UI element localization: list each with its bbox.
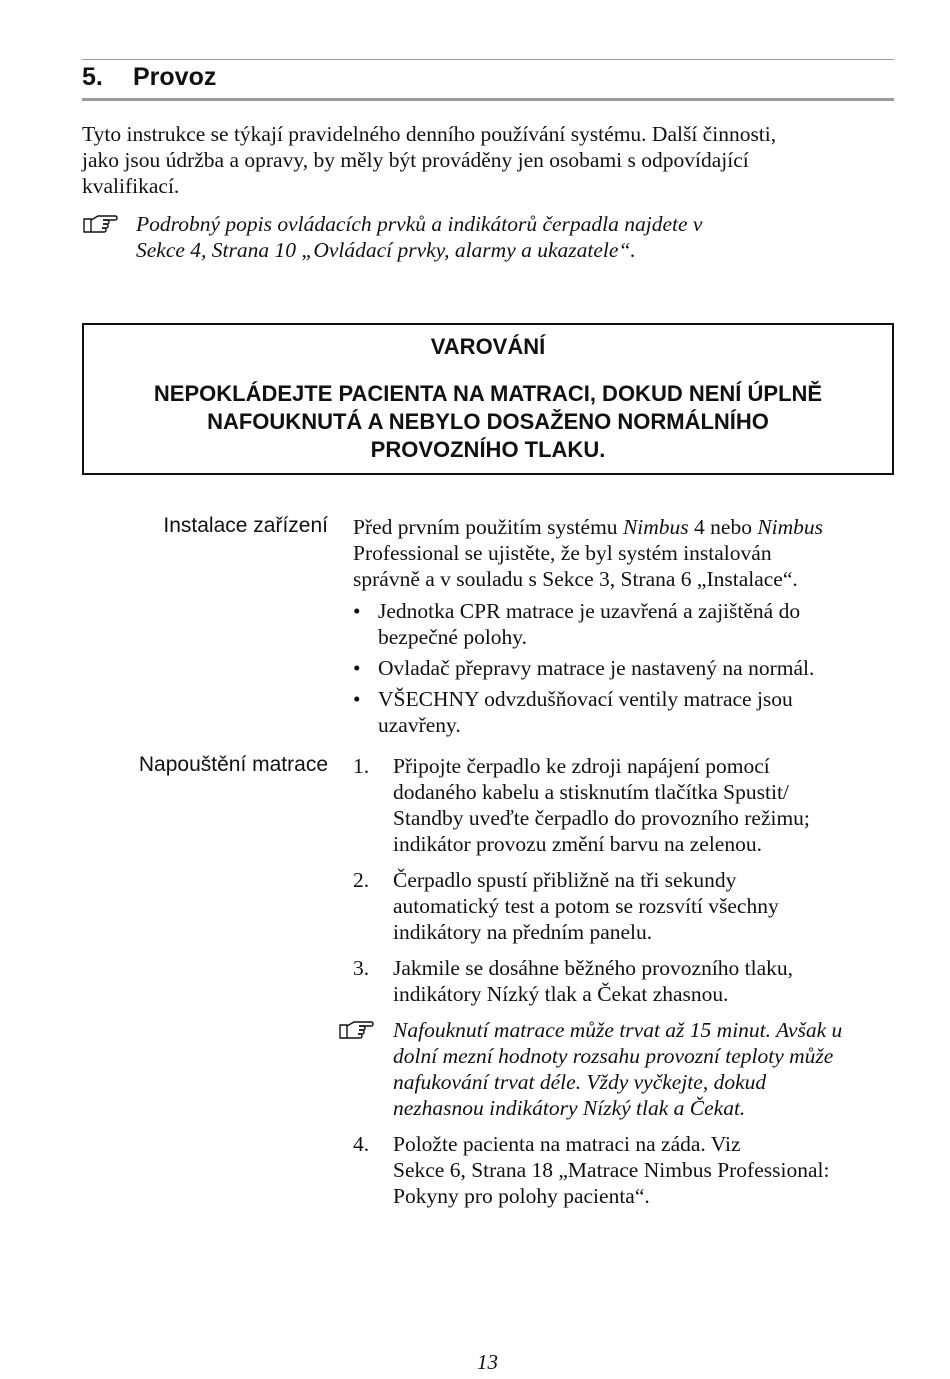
note-line: nafukování trvat déle. Vždy vyčkejte, dokud [393,1070,767,1094]
step-line: Pokyny pro polohy pacienta“. [393,1184,650,1208]
warning-box [82,323,894,475]
note-line: Podrobný popis ovládacích prvků a indikátorů čerpadla najdete v [136,212,703,236]
warning-line: NAFOUKNUTÁ A NEBYLO DOSAŽENO NORMÁLNÍHO [207,409,769,434]
text-run: 4 nebo [688,515,758,539]
step-line: Sekce 6, Strana 18 „Matrace Nimbus Professional: [393,1158,830,1182]
step-number: 1. [353,754,370,778]
step-line: Čerpadlo spustí přibližně na tři sekundy [393,868,737,892]
installation-label: Instalace zařízení [163,514,328,537]
step-line: Položte pacienta na matraci na záda. Viz [393,1132,741,1156]
pointing-hand-icon [82,213,118,235]
intro-line: kvalifikací. [82,174,180,198]
installation-intro-line: Professional se ujistěte, že byl systém instalován [353,541,772,565]
step-line: Standby uveďte čerpadlo do provozního režimu; [393,806,810,830]
bullet-line: VŠECHNY odvzdušňovací ventily matrace jsou [378,687,793,711]
text-run: Před prvním použitím systému [353,515,623,539]
installation-intro [353,514,898,592]
bullet-text [378,655,893,681]
step-line: automatický test a potom se rozsvítí všechny [393,894,779,918]
note-line: nezhasnou indikátory Nízký tlak a Čekat. [393,1096,746,1120]
pointing-hand-icon [338,1019,374,1041]
bullet-text [378,598,893,650]
warning-line: PROVOZNÍHO TLAKU. [370,437,606,462]
section-top-rule [82,59,894,60]
step-line: dodaného kabelu a stisknutím tlačítka Spustit/ [393,780,789,804]
bullet-symbol: • [353,599,361,623]
step-line: indikátory Nízký tlak a Čekat zhasnou. [393,982,729,1006]
intro-line: jako jsou údržba a opravy, by měly být prováděny jen osobami s odpovídající [82,148,749,172]
bullet-line: Ovladač přepravy matrace je nastavený na normál. [378,656,815,680]
step-line: Připojte čerpadlo ke zdroji napájení pomocí [393,754,770,778]
intro-paragraph [82,121,894,199]
warning-title: VAROVÁNÍ [430,334,546,359]
inflation-label: Napouštění matrace [138,753,328,776]
section-heading [82,63,894,97]
section-bottom-rule [82,98,894,101]
step-line: indikátor provozu změní barvu na zelenou. [393,832,762,856]
warning-body [104,380,872,464]
bullet-symbol: • [353,687,361,711]
bullet-line: uzavřeny. [378,713,461,737]
note-line: Sekce 4, Strana 10 „Ovládací prvky, alarmy a ukazatele“. [136,238,636,262]
note-inflation-time [393,1017,898,1121]
step-text [393,753,898,857]
section-title: Provoz [133,63,217,91]
bullet-line: Jednotka CPR matrace je uzavřená a zajištěná do [378,599,801,623]
product-name: Nimbus [622,515,689,539]
note-line: dolní mezní hodnoty rozsahu provozní teploty může [393,1044,834,1068]
intro-line: Tyto instrukce se týkají pravidelného denního používání systému. Další činnosti, [82,122,777,146]
section-number: 5. [82,63,103,91]
step-line: indikátory na předním panelu. [393,920,653,944]
bullet-text [378,686,893,738]
step-number: 2. [353,868,370,892]
step-text [393,1131,898,1209]
step-number: 4. [353,1132,370,1156]
step-text [393,955,898,1007]
step-text [393,867,898,945]
page-number: 13 [477,1350,498,1374]
step-number: 3. [353,956,370,980]
note-controls-reference [136,211,876,263]
bullet-line: bezpečné polohy. [378,625,528,649]
installation-intro-line: správně a v souladu s Sekce 3, Strana 6 „Instalace“. [353,567,798,591]
product-name: Nimbus [757,515,824,539]
step-line: Jakmile se dosáhne běžného provozního tlaku, [393,956,794,980]
warning-line: NEPOKLÁDEJTE PACIENTA NA MATRACI, DOKUD NENÍ ÚPLNĚ [153,381,823,406]
bullet-symbol: • [353,656,361,680]
installation-intro-line [353,514,898,540]
note-line: Nafouknutí matrace může trvat až 15 minut. Avšak u [393,1018,843,1042]
